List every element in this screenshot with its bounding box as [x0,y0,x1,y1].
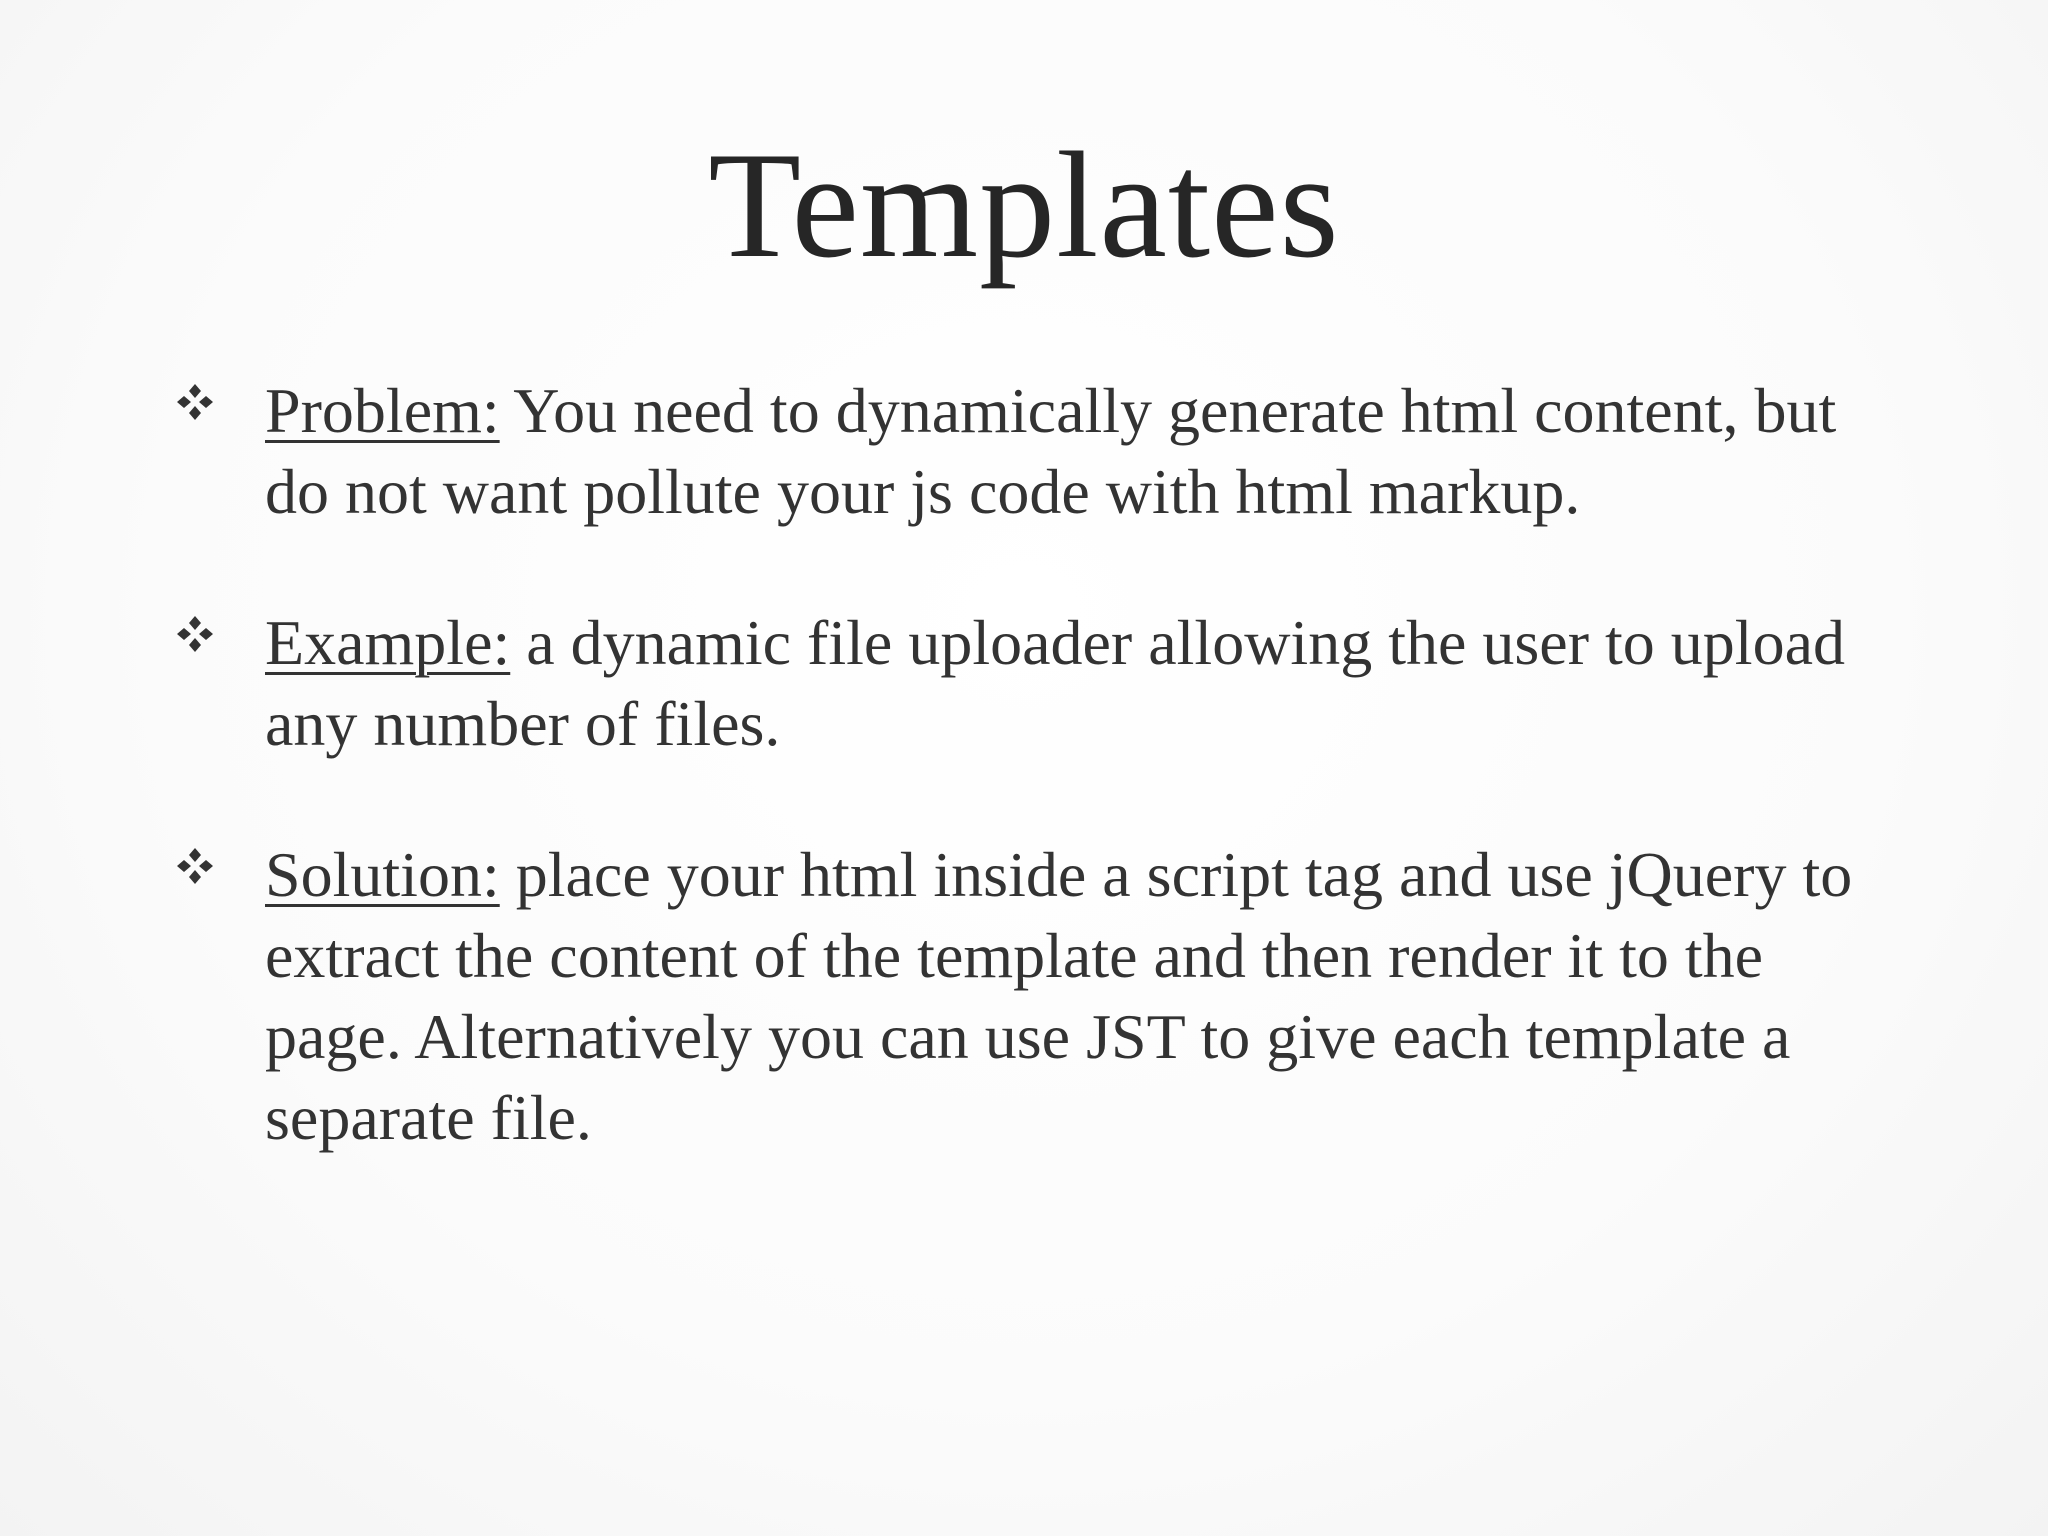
four-diamond-icon [175,382,215,422]
bullet-item-problem [170,370,1870,532]
bullet-item-solution [170,834,1870,1158]
bullet-text: place your html inside a script tag and use jQuery to extract the content of the template and then render it to the page. Alternatively you can use JST to give each template a separate file. [265,839,1853,1153]
bullet-label: Solution: [265,839,500,910]
bullet-label: Problem: [265,375,500,446]
bullet-text: a dynamic file uploader allowing the user to upload any number of files. [265,607,1845,759]
slide-title: Templates [708,121,1340,289]
bullet-text: You need to dynamically generate html content, but do not want pollute your js code with html markup. [265,375,1837,527]
bullet-item-example [170,602,1870,764]
bullet-label: Example: [265,607,511,678]
four-diamond-icon [175,846,215,886]
bullet-list [170,370,1870,1228]
four-diamond-icon [175,614,215,654]
